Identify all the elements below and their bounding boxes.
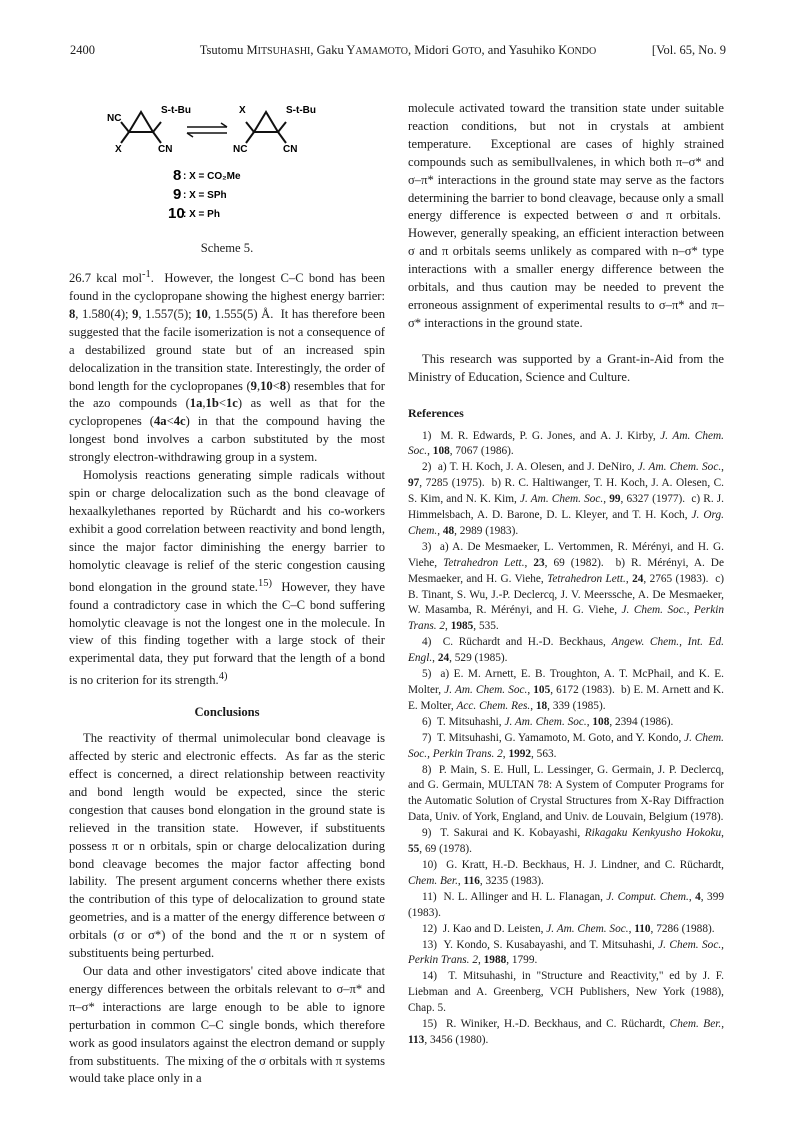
scheme-5-drawing	[69, 100, 385, 240]
cyclopropane-right	[254, 112, 278, 132]
compound-9-number: 9	[173, 186, 182, 203]
right-substituent-x: X	[239, 105, 246, 116]
reference-item: 5) a) E. M. Arnett, E. B. Troughton, A. T. McPhail, and K. E. Molter, J. Am. Chem. Soc., 105, 6172 (1983). b) E. M. Arnett and K. E. Molter, Acc. Chem. Res., 18, 339 (1985).	[408, 668, 724, 712]
left-column	[69, 100, 385, 1088]
reference-item: 13) Y. Kondo, S. Kusabayashi, and T. Mitsuhashi, J. Chem. Soc., Perkin Trans. 2, 1988, 1799.	[408, 938, 724, 967]
right-substituent-nc: NC	[233, 144, 248, 155]
left-paragraph-2: Homolysis reactions generating simple radicals without spin or charge delocalization such as the bond cleavage of hexaalkylethanes reported by Rüchardt and his co-workers exhibit a good correlation between reactivity and bond length, since the major factor diminishing the energy barrier to homolytic cleavage is relief of the steric congestion causing bond elongation in the ground state.$^{15)}$ However, they have found a contradictory case in which the C–C bond suffering homolytic cleavage is not the longest one in the molecule. In view of this finding together with a large stock of their experimental data, they put forward that the length of a bond is no criterion for its strength.$^{4)}$	[69, 468, 385, 688]
right-substituent-stbu: S-t-Bu	[286, 105, 316, 116]
reference-item: 14) T. Mitsuhashi, in "Structure and Reactivity," ed by J. F. Liebman and A. Greenberg, VCH Publishers, New York (1988), Chap. 5.	[408, 970, 724, 1015]
left-substituent-cn: CN	[158, 144, 173, 155]
left-substituent-nc: NC	[107, 113, 122, 124]
right-substituent-cn: CN	[283, 144, 298, 155]
conclusions-heading: Conclusions	[194, 705, 260, 720]
compound-10-definition: : X = Ph	[183, 209, 220, 220]
left-paragraph-1: 26.7 kcal mol$^{-1}$. However, the longest C–C bond has been found in the cyclopropane showing the highest energy barrier: 8, 1.580(4); 9, 1.557(5); 10, 1.555(5) Å. It has therefore been suggested that the facile isomerization is not a consequence of a destabilized ground state but of an increased spin delocalization in the transition state. Interestingly, the order of bond length for the cyclopropanes (9,10<8) resembles that for the azo compounds (1a,1b<1c) as well as that for the cyclopropenes (4a<4c) in that the compound having the longest bond involves a carbon substituted by the most strongly electron-withdrawing group in a system.	[69, 268, 386, 465]
reference-item: 9) T. Sakurai and K. Kobayashi, Rikagaku Kenkyusho Hokoku, 55, 69 (1978).	[408, 827, 724, 856]
cyclopropane-left	[129, 112, 153, 132]
right-column	[408, 100, 724, 1049]
reference-item: 15) R. Winiker, H.-D. Beckhaus, and C. Rüchardt, Chem. Ber., 113, 3456 (1980).	[408, 1018, 725, 1046]
page-header	[70, 43, 726, 63]
scheme-caption: Scheme 5.	[200, 241, 254, 255]
reference-item: 7) T. Mitsuhashi, G. Yamamoto, M. Goto, and Y. Kondo, J. Chem. Soc., Perkin Trans. 2, 1992, 563.	[408, 731, 725, 760]
left-substituent-x: X	[115, 144, 122, 155]
reference-item: 2) a) T. H. Koch, J. A. Olesen, and J. DeNiro, J. Am. Chem. Soc., 97, 7285 (1975). b) R. C. Haltiwanger, T. H. Koch, J. A. Olesen, C. S. Kim, and N. K. Kim, J. Am. Chem. Soc., 99, 6327 (1977). c) R. J. Himmelsbach, A. D. Barone, D. L. Kleyer, and T. H. Koch, J. Org. Chem., 48, 2989 (1983).	[408, 461, 725, 537]
running-authors: Tsutomu MITSUHASHI, Gaku YAMAMOTO, Midori GOTO, and Yasuhiko KONDO	[199, 43, 597, 57]
journal-volume: [Vol. 65, No. 9	[651, 43, 726, 57]
conclusions-paragraph-2: Our data and other investigators' cited above indicate that energy differences between the orbitals relevant to σ–π* and π–σ* interactions are large enough to be able to ignore perturbation in common C–C single bonds, which therefore work as good insulators against the electron demand or supply from substituents. The mixing of the σ orbitals with π systems would take place only in a	[69, 964, 385, 1086]
conclusions-paragraph-1: The reactivity of thermal unimolecular bond cleavage is affected by steric and electronic effects. As far as the steric effect is concerned, a direct relationship between reactivity and bond length would be expected, since the steric congestion that causes bond elongation in the ground state is relieved in the transition state. However, if substituents possess π or n orbitals, spin or charge delocalization during bond cleavage becomes the major factor affecting bond lability. The present argument concerns whether there exists the contribution of this type of delocalization to ground state geometries, and is a matter of the energy difference between σ orbitals (σ or σ*) of the bond and the π or n system of substituents being perturbed.	[69, 731, 385, 961]
acknowledgment: This research was supported by a Grant-in-Aid from the Ministry of Education, Science and Culture.	[408, 351, 724, 384]
scheme-5	[69, 100, 385, 240]
compound-8-number: 8	[173, 167, 182, 184]
compound-9-definition: : X = SPh	[183, 190, 227, 201]
reference-item: 10) G. Kratt, H.-D. Beckhaus, H. J. Lindner, and C. Rüchardt, Chem. Ber., 116, 3235 (1983).	[408, 858, 724, 887]
reference-item: 11) N. L. Allinger and H. L. Flanagan, J. Comput. Chem., 4, 399 (1983).	[408, 890, 724, 919]
right-paragraph-1: molecule activated toward the transition state under suitable reaction conditions, but not in crystals at ambient temperature. Exceptional are cases of highly strained compounds such as semibullvalenes, in which both π–σ* and σ–π* interactions in the ground state may serve as the factors determining the barrier to bond cleavage, because only a small energy difference is expected between σ and π orbitals. However, generally speaking, an efficient interaction between σ and π orbitals seems unlikely as compared with n–σ* type interactions with a smaller energy difference between the orbitals, and thus caution may be needed to prevent the erroneous assignment of experimental results to σ–π* and π–σ* interactions in the ground state.	[408, 101, 724, 330]
reference-item: 6) T. Mitsuhashi, J. Am. Chem. Soc., 108, 2394 (1986).	[422, 715, 674, 728]
reference-item: 3) a) A. De Mesmaeker, L. Vertommen, R. Mérényi, and H. G. Viehe, Tetrahedron Lett., 23, 69 (1982). b) R. Mérényi, A. De Mesmaeker, and H. G. Viehe, Tetrahedron Lett., 24, 2765 (1983). c) B. Tinant, S. Wu, J.-P. Declercq, J. V. Meerssche, A. De Mesmaeker, W. Masamba, R. Mérényi, and H. G. Viehe, J. Chem. Soc., Perkin Trans. 2, 1985, 535.	[408, 540, 725, 633]
reference-item: 4) C. Rüchardt and H.-D. Beckhaus, Angew. Chem., Int. Ed. Engl., 24, 529 (1985).	[408, 636, 724, 665]
compound-10-number: 10	[168, 205, 185, 222]
left-substituent-stbu: S-t-Bu	[161, 105, 191, 116]
reference-item: 12) J. Kao and D. Leisten, J. Am. Chem. Soc., 110, 7286 (1988).	[422, 922, 715, 935]
references-heading: References	[408, 405, 464, 420]
page-number: 2400	[70, 43, 95, 57]
equilibrium-arrows	[187, 123, 227, 137]
reference-item: 8) P. Main, S. E. Hull, L. Lessinger, G. Germain, J. P. Declercq, and G. Germain, MULTAN 78: A System of Computer Programs for the Automatic Solution of Crystal Structures from X-Ray Diffraction Data, Univ. of York, England, and Univ. de Louvain, Belgium (1978).	[408, 763, 724, 824]
reference-item: 1) M. R. Edwards, P. G. Jones, and A. J. Kirby, J. Am. Chem. Soc., 108, 7067 (1986).	[408, 429, 724, 458]
compound-8-definition: : X = CO₂Me	[183, 171, 241, 182]
references-list	[408, 429, 724, 1049]
